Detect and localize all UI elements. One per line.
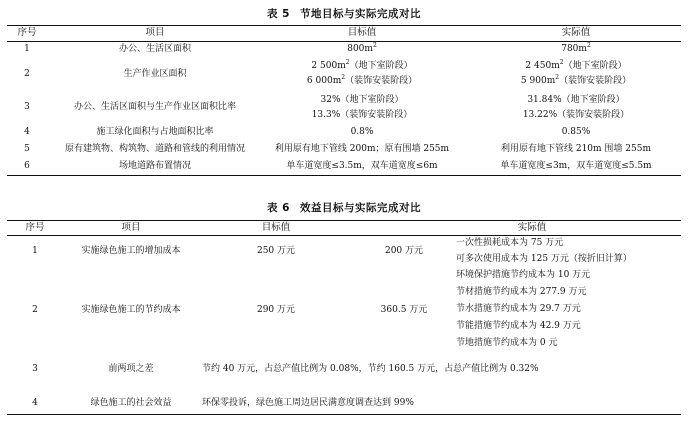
table6-row1-target: 250 万元 [256,246,296,256]
table6-row2-detail-4: 节能措施节约成本为 42.9 万元 [456,321,581,331]
table6-row1-detail-1: 一次性损耗成本为 75 万元 [456,238,564,248]
table6-header-no: 序号 [25,222,45,233]
table6-row1-no: 1 [32,246,38,256]
table6-caption-title: 效益目标与实际完成对比 [299,202,421,214]
table6-row2-detail-2: 节材措施节约成本为 277.9 万元 [456,287,587,297]
table5-row4-no: 4 [24,127,30,137]
table5-row6-item: 场地道路布置情况 [118,161,192,171]
table5-header-rule [7,41,681,42]
table5-header-actual: 实际值 [561,27,591,38]
table6-row1-detail-2: 可多次使用成本为 125 万元（按折旧计算） [456,254,632,264]
table6-row4-item: 绿色施工的社会效益 [90,398,172,408]
table6-caption [0,200,688,215]
table5-row2-actual-line2: 5 $900m^2$（装饰安装阶段） [520,74,632,86]
table5-row1-actual: $780m^2$ [561,42,591,54]
table6-header-rule [7,235,681,236]
table6-row2-detail-5: 节地措施节约成本为 0 元 [456,338,558,348]
table5-row6-target: 单车道宽度≤3.5m，双车道宽度≤6m [286,161,438,171]
table5-row1-item: 办公、生活区面积 [118,44,192,54]
table6-row2-item: 实施绿色施工的节约成本 [81,305,181,315]
table6-header-item: 项目 [121,222,141,233]
table6-row1-actual-total: 200 万元 [384,246,424,256]
table5-row6-actual: 单车道宽度≤3m，双车道宽度≤5.5m [500,161,652,171]
table5-row2-no: 2 [24,69,30,79]
table6-row2-no: 2 [32,305,38,315]
table5-row1-target: $800m^2$ [347,42,377,54]
table5-row2-target-line2: 6 $000m^2$（装饰安装阶段） [306,74,418,86]
table5-row5-no: 5 [24,144,30,154]
table6-row4-text: 环保零投诉，绿色施工周边居民满意度调查达到 99% [202,398,414,408]
table5-row4-actual: 0.85% [561,127,591,137]
table6-header-actual: 实际值 [517,222,547,233]
table6-header-target: 目标值 [261,222,291,233]
table6-row1-item: 实施绿色施工的增加成本 [81,246,181,256]
table5-row2-item: 生产作业区面积 [123,69,187,79]
table5-row3-target-line1: 32%（地下室阶段） [320,95,404,105]
table5-caption-title: 节地目标与实际完成对比 [299,8,421,20]
table5-header-item: 项目 [145,27,165,38]
table6-top-rule [7,220,681,221]
table5-row5-target: 利用原有地下管线 200m；原有围墙 255m [274,144,450,154]
table6-bottom-rule [7,414,681,415]
table5-row5-item: 原有建筑物、构筑物、道路和管线的利用情况 [64,144,246,154]
table5-header-no: 序号 [17,27,37,38]
table5-row3-no: 3 [24,102,30,112]
table6-row3-text: 节约 40 万元，占总产值比例为 0.08%，节约 160.5 万元，占总产值比例为 0.32% [202,364,539,374]
table6-row4-no: 4 [32,398,38,408]
table5-caption-number: 表 5 [267,8,290,20]
table5-row1-no: 1 [24,44,30,54]
table5-caption [0,6,688,21]
table5-row2-target-line1: 2 $500m^2$（地下室阶段） [311,59,413,71]
table5-bottom-rule [7,175,681,176]
table6-row3-item: 前两项之差 [108,364,154,374]
table5-row2-actual-line1: 2 $450m^2$（地下室阶段） [525,59,627,71]
table5-row3-actual-line2: 13.22%（装饰安装阶段） [522,110,630,120]
table6-row2-detail-1: 环境保护措施节约成本为 10 万元 [456,270,591,280]
table5-row3-item: 办公、生活区面积与生产作业区面积比率 [73,102,237,112]
table5-row3-actual-line1: 31.84%（地下室阶段） [527,95,625,105]
table5-row4-target: 0.8% [350,127,374,137]
table5-row4-item: 施工绿化面积与占地面积比率 [96,127,214,137]
table5-row5-actual: 利用原有地下管线 210m 围墙 255m [500,144,652,154]
table5-header-target: 目标值 [347,27,377,38]
table6-row3-no: 3 [32,364,38,374]
table6-row2-actual-total: 360.5 万元 [380,305,428,315]
table5-row6-no: 6 [24,161,30,171]
table6-caption-number: 表 6 [267,202,290,214]
table6-row2-detail-3: 节水措施节约成本为 29.7 万元 [456,304,581,314]
table5-row3-target-line2: 13.3%（装饰安装阶段） [311,110,413,120]
table6-row2-target: 290 万元 [256,305,296,315]
